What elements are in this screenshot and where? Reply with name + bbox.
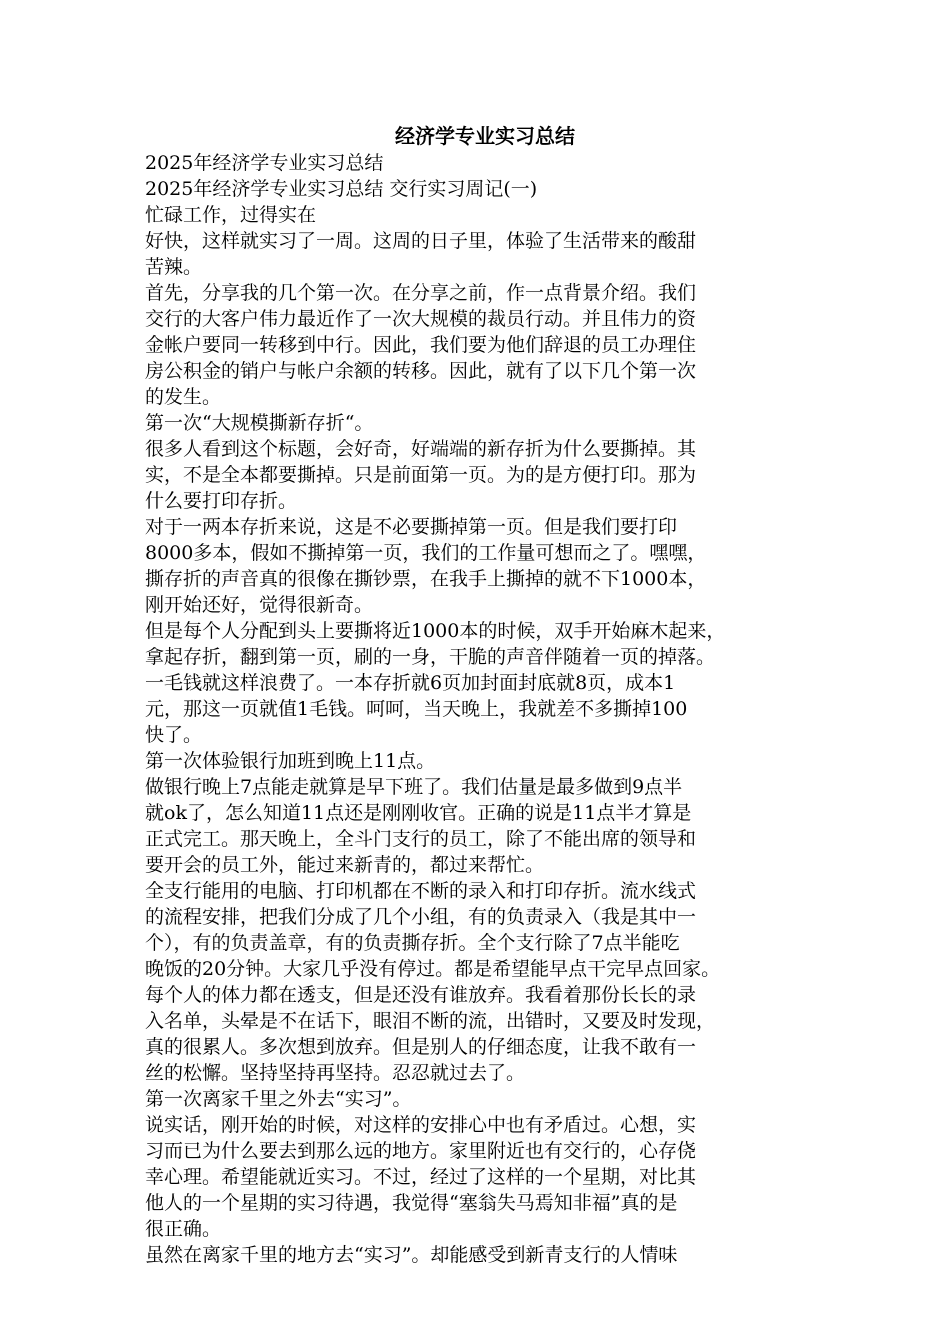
text-line: 金帐户要同一转移到中行。因此，我们要为他们辞退的员工办理住 xyxy=(145,334,697,356)
text-line: 的流程安排，把我们分成了几个小组，有的负责录入（我是其中一 xyxy=(145,906,697,928)
text-line: 他人的一个星期的实习待遇，我觉得“塞翁失马焉知非福”真的是 xyxy=(145,1192,678,1214)
text-line: 做银行晚上7点能走就算是早下班了。我们估量是最多做到9点半 xyxy=(145,776,683,798)
text-line: 什么要打印存折。 xyxy=(145,490,298,512)
text-line: 对于一两本存折来说，这是不必要撕掉第一页。但是我们要打印 xyxy=(145,516,678,538)
text-line: 2025年经济学专业实习总结 交行实习周记(一) xyxy=(145,178,538,200)
text-line: 晚饭的20分钟。大家几乎没有停过。都是希望能早点干完早点回家。 xyxy=(145,958,721,980)
text-line: 好快，这样就实习了一周。这周的日子里，体验了生活带来的酸甜 xyxy=(145,230,697,252)
text-line: 8000多本，假如不撕掉第一页，我们的工作量可想而之了。嘿嘿， xyxy=(145,542,707,564)
text-line: 真的很累人。多次想到放弃。但是别人的仔细态度，让我不敢有一 xyxy=(145,1036,697,1058)
document-body xyxy=(145,122,825,1268)
text-line: 忙碌工作，过得实在 xyxy=(145,204,317,226)
document-text xyxy=(145,150,825,1268)
text-line: 就ok了，怎么知道11点还是刚刚收官。正确的说是11点半才算是 xyxy=(145,802,692,824)
document-title: 经济学专业实习总结 xyxy=(395,124,575,148)
text-line: 苦辣。 xyxy=(145,256,203,278)
text-line: 很多人看到这个标题，会好奇，好端端的新存折为什么要撕掉。其 xyxy=(145,438,697,460)
text-line: 第一次体验银行加班到晚上11点。 xyxy=(145,750,436,772)
text-line: 快了。 xyxy=(145,724,203,746)
text-line: 第一次离家千里之外去“实习”。 xyxy=(145,1088,412,1110)
text-line: 撕存折的声音真的很像在撕钞票，在我手上撕掉的就不下1000本， xyxy=(145,568,707,590)
text-line: 一毛钱就这样浪费了。一本存折就6页加封面封底就8页，成本1 xyxy=(145,672,676,694)
text-line: 但是每个人分配到头上要撕将近1000本的时候，双手开始麻木起来， xyxy=(145,620,726,642)
text-line: 刚开始还好，觉得很新奇。 xyxy=(145,594,374,616)
text-line: 房公积金的销户与帐户余额的转移。因此，就有了以下几个第一次 xyxy=(145,360,697,382)
text-line: 第一次“大规模撕新存折“。 xyxy=(145,412,374,434)
text-line: 实，不是全本都要撕掉。只是前面第一页。为的是方便打印。那为 xyxy=(145,464,697,486)
text-line: 入名单，头晕是不在话下，眼泪不断的流，出错时，又要及时发现， xyxy=(145,1010,716,1032)
text-line: 2025年经济学专业实习总结 xyxy=(145,152,384,174)
text-line: 很正确。 xyxy=(145,1218,222,1240)
text-line: 说实话，刚开始的时候，对这样的安排心中也有矛盾过。心想，实 xyxy=(145,1114,697,1136)
text-line: 拿起存折，翻到第一页，刷的一身，干脆的声音伴随着一页的掉落。 xyxy=(145,646,716,668)
text-line: 丝的松懈。坚持坚持再坚持。忍忍就过去了。 xyxy=(145,1062,526,1084)
text-line: 元，那这一页就值1毛钱。呵呵，当天晚上，我就差不多撕掉100 xyxy=(145,698,688,720)
text-line: 首先，分享我的几个第一次。在分享之前，作一点背景介绍。我们 xyxy=(145,282,697,304)
text-line: 虽然在离家千里的地方去“实习”。却能感受到新青支行的人情味 xyxy=(145,1244,678,1266)
text-line: 习而已为什么要去到那么远的地方。家里附近也有交行的，心存侥 xyxy=(145,1140,697,1162)
text-line: 交行的大客户伟力最近作了一次大规模的裁员行动。并且伟力的资 xyxy=(145,308,697,330)
text-line: 正式完工。那天晚上，全斗门支行的员工，除了不能出席的领导和 xyxy=(145,828,697,850)
text-line: 全支行能用的电脑、打印机都在不断的录入和打印存折。流水线式 xyxy=(145,880,697,902)
text-line: 每个人的体力都在透支，但是还没有谁放弃。我看着那份长长的录 xyxy=(145,984,697,1006)
text-line: 要开会的员工外，能过来新青的，都过来帮忙。 xyxy=(145,854,545,876)
text-line: 个），有的负责盖章，有的负责撕存折。全个支行除了7点半能吃 xyxy=(145,932,680,954)
text-line: 幸心理。希望能就近实习。不过，经过了这样的一个星期，对比其 xyxy=(145,1166,697,1188)
text-line: 的发生。 xyxy=(145,386,222,408)
